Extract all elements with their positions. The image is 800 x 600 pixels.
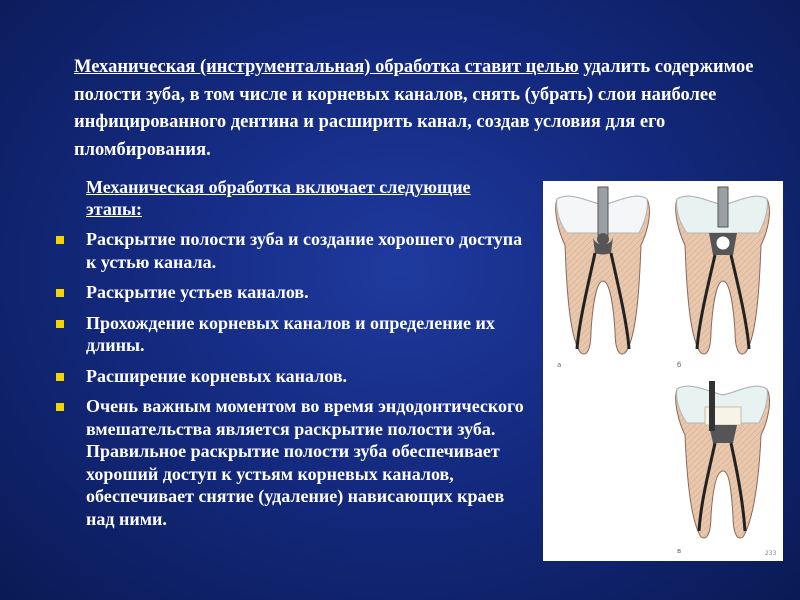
- bullet-icon: [56, 403, 64, 411]
- label-c: в: [677, 547, 682, 555]
- list-item: [50, 365, 530, 388]
- intro-text-1: Механическая (инструментальная) обработка ставит: [74, 57, 526, 77]
- label-a: а: [557, 361, 562, 369]
- tooth-c: [676, 381, 777, 557]
- list-item: [50, 312, 530, 357]
- step-text: Расширение корневых каналов.: [86, 365, 348, 386]
- list-item: [50, 281, 530, 304]
- steps-list: [50, 228, 530, 538]
- intro-goal-word: целью: [525, 57, 579, 77]
- tooth-diagram: [543, 181, 783, 561]
- tooth-illustration: [543, 181, 783, 561]
- step-text: Очень важным моментом во время эндодонтического вмешательства является раскрытие полости зуба. Правильное раскрытие полости зуба обеспечивает хороший доступ к устьям корневых каналов, обеспечивает снятие (удаление) нависающих краев над ними.: [86, 396, 524, 529]
- bullet-icon: [56, 320, 64, 328]
- bullet-icon: [56, 289, 64, 297]
- step-text: Раскрытие полости зуба и создание хорошего доступа к устью канала.: [86, 229, 523, 272]
- tooth-a: [556, 187, 650, 369]
- label-b: б: [677, 361, 682, 369]
- list-item: [50, 395, 530, 530]
- list-item: [50, 228, 530, 273]
- bullet-icon: [56, 373, 64, 381]
- tooth-b: [676, 187, 770, 369]
- step-text: Раскрытие устьев каналов.: [86, 282, 309, 302]
- step-text: Прохождение корневых каналов и определение их длины.: [86, 312, 495, 355]
- page-number: 233: [765, 550, 777, 557]
- steps-heading: Механическая обработка включает следующие этапы:: [86, 177, 471, 219]
- bullet-icon: [56, 236, 64, 244]
- intro-text-2: удалить содержимое полости зуба, в том числе и корневых каналов, снять (убрать) слои наиболее инфицированного дентина и расширить канал, создав условия для его пломбирования.: [74, 57, 754, 160]
- intro-paragraph: [74, 54, 754, 164]
